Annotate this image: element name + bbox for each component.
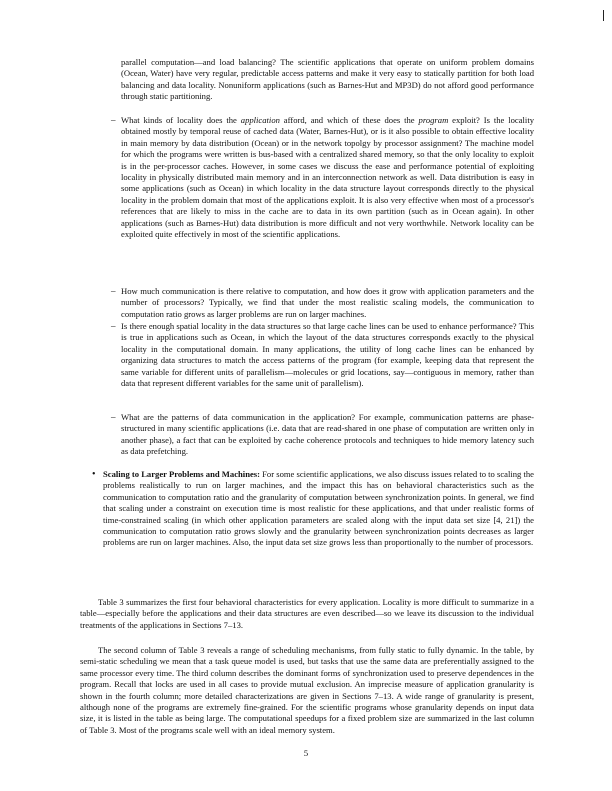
page-number: 5 <box>303 748 309 758</box>
communication-patterns-question: What are the patterns of data communication in the application? For example, communication patterns are phase-structured in many scientific applications (i.e. data that are read-shared in one phase of computation are written only in another phase), a fact that can be exploited by cache coherence protocols and techniques to hide memory latency such as data prefetching. <box>121 412 534 457</box>
scaling-bullet: Scaling to Larger Problems and Machines: For some scientific applications, we also discuss issues related to to scaling the problems realistically to run on larger machines, and the impact this has on behavioral characteristics such as the communication to computation ratio and the granularity of computation between synchronization points. In general, we find that scaling under a constraint on execution time is most realistic for these applications, and that under realistic forms of time-constrained scaling (in which other application parameters are scaled along with the input data set size [4, 21]) the communication to computation ratio grows slowly and the granularity between synchronization points decreases as larger problems are run on larger machines. Also, the input data set size grows less than proportionally to the number of processors. <box>103 469 534 548</box>
dash-marker: – <box>111 115 116 125</box>
dash-marker: – <box>111 321 116 331</box>
bullet-marker: • <box>92 469 96 480</box>
spatial-locality-question: Is there enough spatial locality in the data structures so that large cache lines can be used to enhance performance? This is true in applications such as Ocean, in which the layout of the data structures corresponds exactly to the physical locality in the computational domain. In many applications, the utility of long cache lines can be enhanced by organizing data structures to match the access patterns of the program (for example, keeping data that represent the same variable for different units of parallelism—molecules or grid locations, say—contiguous in memory, rather than data that represent different variables for the same unit of parallelism). <box>121 321 534 389</box>
locality-question: What kinds of locality does the application afford, and which of these does the program exploit? Is the locality obtained mostly by temporal reuse of cached data (Water, Barnes-Hut), or is it also possible to obtain effective locality in main memory by data distribution (Ocean) or in the network topolgy by processor assignment? The machine model for which the programs were written is bus-based with a centralized shared memory, so that the only locality to exploit is in the per-processor caches. However, in some cases we discuss the ease and performance potential of exploiting locality in physically distributed main memory and in an interconnection network as well. Data distribution is easy in some applications (such as Ocean) in which locality in the data structure layout corresponds directly to the physical locality in the problem domain that most of the applications exploit. It is also very effective when most of a processor's references that are likely to miss in the cache are to data in its own partition (such as in Ocean again). In other applications (such as Barnes-Hut) data distribution is more difficult and not very worthwhile. Network locality can be exploited quite effectively in most of the scientific applications. <box>121 115 535 240</box>
dash-marker: – <box>111 412 116 422</box>
summary-paragraph: Table 3 summarizes the first four behavioral characteristics for every application. Locality is more difficult to summarize in a table—especially before the applications and their data structures are even described—so we leave its discussion to the individual treatments of the applications in Sections 7–13. <box>80 597 534 630</box>
communication-question: How much communication is there relative to computation, and how does it grow with application parameters and the number of processors? Typically, we find that under the most realistic scaling models, the communication to computation ratio grows as larger problems are run on larger machines. <box>121 286 534 319</box>
scaling-heading: Scaling to Larger Problems and Machines: <box>103 469 260 479</box>
dash-marker: – <box>111 286 116 296</box>
margin-change-bar <box>603 10 604 21</box>
table-discussion-paragraph: The second column of Table 3 reveals a range of scheduling mechanisms, from fully static to fully dynamic. In the table, by semi-static scheduling we mean that a task queue model is used, but tasks that use the same data are preferentially assigned to the same processor every time. The third column describes the dominant forms of synchronization used to preserve dependences in the program. Recall that locks are used in all cases to provide mutual exclusion. An imprecise measure of application granularity is shown in the fourth column; more detailed characterizations are given in Sections 7–13. A wide range of granularity is present, although none of the programs are extremely fine-grained. For the scientific programs whose granularity depends on input data size, it is listed in the table as being large. The computational speedups for a fixed problem size are summarized in the last column of Table 3. Most of the programs scale well with an ideal memory system. <box>80 645 534 735</box>
continuation-paragraph: parallel computation—and load balancing? The scientific applications that operate on uniform problem domains (Ocean, Water) have very regular, predictable access patterns and make it very easy to statically partition for both load balancing and data locality. Nonuniform applications (such as Barnes-Hut and MP3D) do not afford good performance through static partitioning. <box>121 57 534 102</box>
